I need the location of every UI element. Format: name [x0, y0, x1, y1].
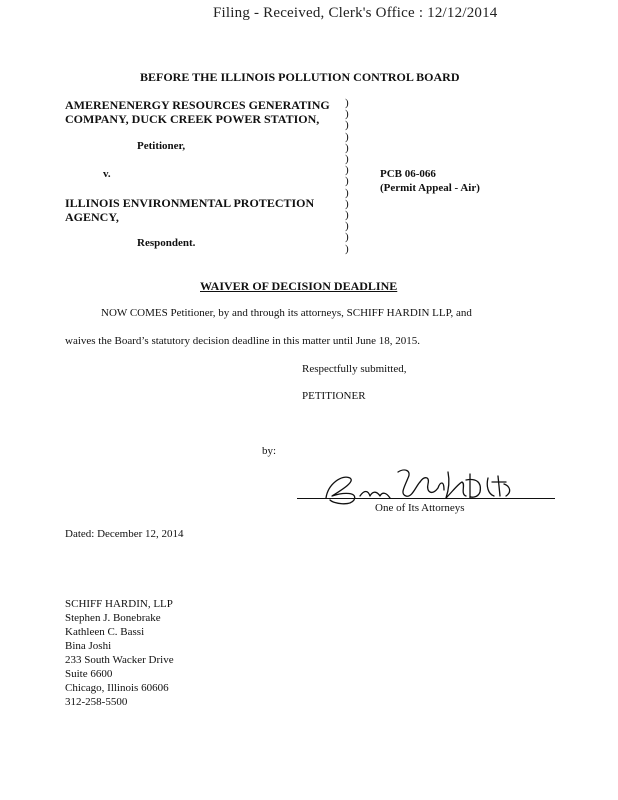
body-line-1: NOW COMES Petitioner, by and through its attorneys, SCHIFF HARDIN LLP, and [101, 307, 472, 319]
board-heading: BEFORE THE ILLINOIS POLLUTION CONTROL BOARD [140, 70, 460, 84]
firm-street: 233 South Wacker Drive [65, 654, 174, 666]
versus: v. [103, 168, 111, 180]
firm-suite: Suite 6600 [65, 668, 113, 680]
petitioner-role: Petitioner, [137, 140, 186, 152]
signature-caption: One of Its Attorneys [375, 502, 465, 514]
attorney-1: Stephen J. Bonebrake [65, 612, 161, 624]
firm-city: Chicago, Illinois 60606 [65, 682, 169, 694]
case-type: (Permit Appeal - Air) [380, 182, 480, 194]
petitioner-name-line2: COMPANY, DUCK CREEK POWER STATION, [65, 112, 320, 126]
body-line-2: waives the Board’s statutory decision deadline in this matter until June 18, 2015. [65, 335, 420, 347]
filing-stamp: Filing - Received, Clerk's Office : 12/12/2014 [213, 5, 498, 21]
dated-line: Dated: December 12, 2014 [65, 528, 184, 540]
attorney-2: Kathleen C. Bassi [65, 626, 145, 638]
document-title: WAIVER OF DECISION DEADLINE [200, 279, 398, 293]
petitioner-name-line1: AMERENENERGY RESOURCES GENERATING [65, 98, 330, 112]
firm-phone: 312-258-5500 [65, 696, 128, 708]
respondent-role: Respondent. [137, 237, 196, 249]
party-label: PETITIONER [302, 390, 366, 402]
caption-bracket-column: ) ) ) ) ) ) ) ) ) ) ) ) ) ) [345, 97, 349, 255]
respectfully-submitted: Respectfully submitted, [302, 363, 407, 375]
respondent-name-line1: ILLINOIS ENVIRONMENTAL PROTECTION [65, 196, 315, 210]
respondent-name-line2: AGENCY, [65, 210, 119, 224]
attorney-3: Bina Joshi [65, 640, 112, 652]
case-number: PCB 06-066 [380, 168, 436, 180]
by-label: by: [262, 445, 277, 457]
firm-name: SCHIFF HARDIN, LLP [65, 598, 173, 610]
